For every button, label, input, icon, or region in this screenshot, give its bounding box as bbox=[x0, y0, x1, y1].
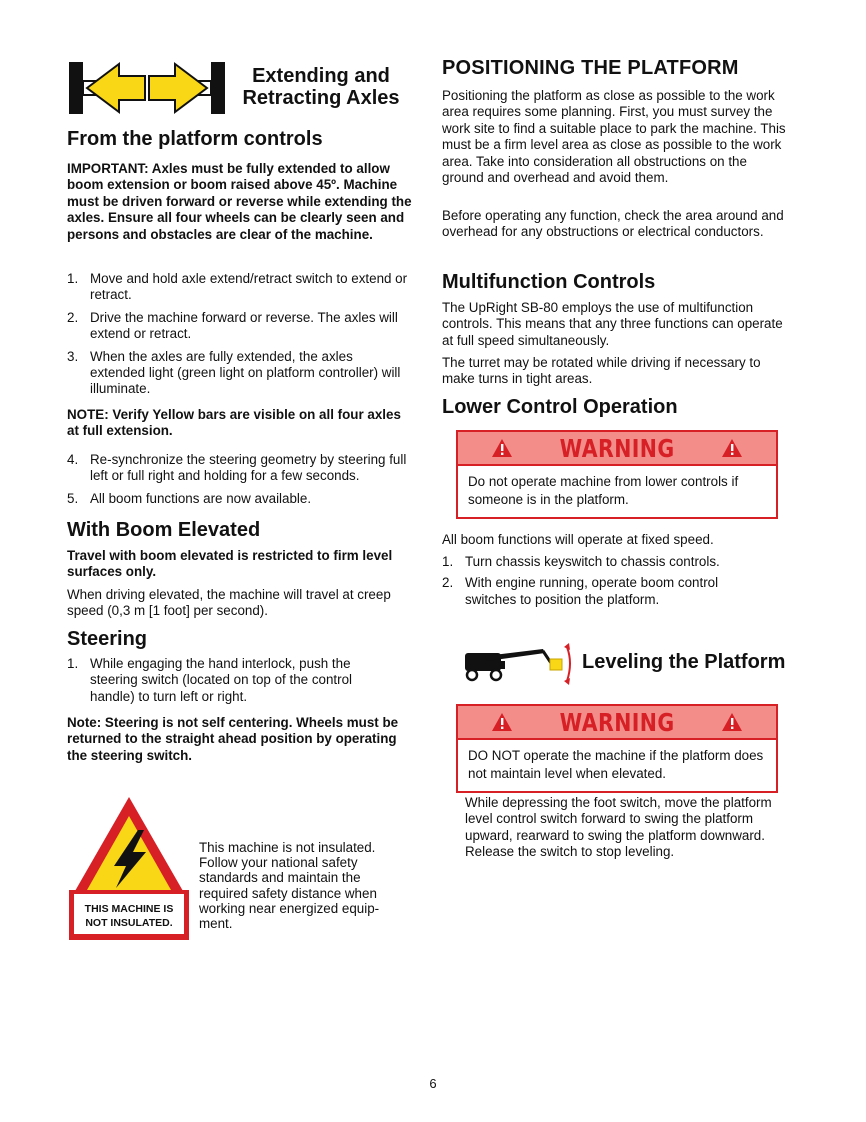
list-item: 1. Move and hold axle extend/retract switch to extend or retract. bbox=[67, 271, 408, 303]
warning-text: Do not operate machine from lower controls if someone is in the platform. bbox=[468, 474, 739, 507]
axle-steps-list bbox=[67, 271, 417, 398]
warning-triangle-icon bbox=[491, 712, 513, 732]
boom-elevated-text: When driving elevated, the machine will travel at creep speed (0,3 m [1 foot] per second). bbox=[67, 587, 391, 619]
leveling-text: While depressing the foot switch, move the platform level control switch forward to swing the platform upward, rearward to swing the platform downward. Release the switch to stop leveling. bbox=[465, 795, 772, 860]
warning-triangle-icon bbox=[491, 438, 513, 458]
boom-elevated-heading: With Boom Elevated bbox=[67, 519, 261, 541]
steering-steps-list bbox=[67, 656, 387, 705]
list-item: 3. When the axles are fully extended, the axles extended light (green light on platform controller) will illuminate. bbox=[67, 348, 401, 397]
lower-control-steps-list bbox=[442, 554, 752, 608]
insulation-text: This machine is not insulated. Follow your national safety standards and maintain the required safety distance when working near energized equip-ment. bbox=[199, 840, 380, 932]
warning-word: WARNING bbox=[559, 707, 675, 737]
lower-control-heading: Lower Control Operation bbox=[442, 396, 678, 418]
page-number: 6 bbox=[429, 1076, 437, 1091]
warning-word: WARNING bbox=[559, 433, 675, 463]
positioning-paragraph-2: Before operating any function, check the area around and overhead for any obstructions or electrical conductors. bbox=[442, 208, 784, 240]
leveling-heading: Leveling the Platform bbox=[582, 651, 786, 673]
sign-text-line2: NOT INSULATED. bbox=[85, 917, 173, 929]
list-item: 2. Drive the machine forward or reverse. The axles will extend or retract. bbox=[67, 309, 398, 342]
lower-control-warning bbox=[456, 430, 778, 519]
steering-note: Note: Steering is not self centering. Wheels must be returned to the straight ahead position by operating the steering switch. bbox=[67, 715, 399, 763]
warning-triangle-icon bbox=[721, 712, 743, 732]
boom-elevated-restriction: Travel with boom elevated is restricted to firm level surfaces only. bbox=[67, 548, 393, 580]
list-item: 1. Turn chassis keyswitch to chassis controls. bbox=[442, 554, 720, 569]
list-item: 1. While engaging the hand interlock, push the steering switch (located on top of the control handle) to turn left or right. bbox=[67, 656, 353, 704]
leveling-warning bbox=[456, 704, 778, 793]
lower-control-intro: All boom functions will operate at fixed speed. bbox=[442, 532, 714, 547]
axles-title bbox=[236, 65, 406, 109]
axles-title-line2: Retracting Axles bbox=[242, 87, 400, 109]
yellow-bars-note: NOTE: Verify Yellow bars are visible on all four axles at full extension. bbox=[67, 407, 401, 439]
warning-banner bbox=[458, 706, 776, 740]
multifunction-paragraph-2: The turret may be rotated while driving if necessary to make turns in tight areas. bbox=[442, 355, 761, 387]
list-item: 5. All boom functions are now available. bbox=[67, 490, 312, 506]
sign-text-line1: THIS MACHINE IS bbox=[84, 903, 174, 915]
electrical-hazard-sign bbox=[68, 794, 190, 942]
list-item: 2. With engine running, operate boom control switches to position the platform. bbox=[442, 575, 719, 607]
axle-extend-retract-icon bbox=[67, 60, 227, 116]
important-notice: IMPORTANT: Axles must be fully extended to allow boom extension or boom raised above 45º. Machine must be driven forward or reverse while extending the axles. Ensure all four wheels can be clearly seen and persons and obstacles are clear of the machine. bbox=[67, 161, 412, 242]
axle-steps-list-continued bbox=[67, 452, 417, 507]
positioning-heading: POSITIONING THE PLATFORM bbox=[442, 57, 739, 79]
boom-lift-leveling-icon bbox=[463, 641, 575, 687]
multifunction-paragraph-1: The UpRight SB-80 employs the use of multifunction controls. This means that any three functions can operate at full speed simultaneously. bbox=[442, 300, 783, 348]
steering-heading: Steering bbox=[67, 628, 148, 650]
list-item: 4. Re-synchronize the steering geometry by steering full left or full right and holding for a few seconds. bbox=[67, 452, 407, 484]
platform-controls-heading: From the platform controls bbox=[67, 128, 323, 150]
warning-text: DO NOT operate the machine if the platform does not maintain level when elevated. bbox=[468, 748, 764, 781]
multifunction-heading: Multifunction Controls bbox=[442, 271, 656, 293]
warning-triangle-icon bbox=[721, 438, 743, 458]
positioning-paragraph-1: Positioning the platform as close as possible to the work area requires some planning. First, you must survey the work site to find a suitable place to park the machine. This must be a firm level area as close as possible to the work area. Take into consideration all obstructions on the ground and overhead and avoid them. bbox=[442, 88, 786, 186]
axles-title-line1: Extending and bbox=[252, 65, 390, 87]
warning-banner bbox=[458, 432, 776, 466]
